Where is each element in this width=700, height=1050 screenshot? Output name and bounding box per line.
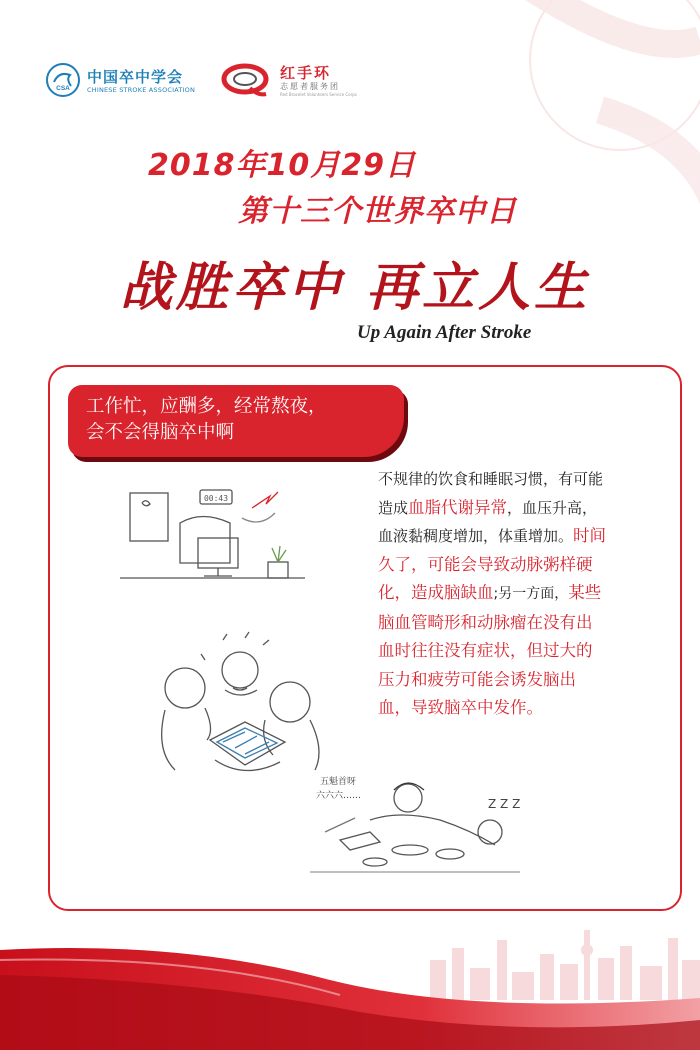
- answer-highlight: 血脂代谢异常: [408, 497, 508, 517]
- mahjong-party-illustration: [145, 630, 345, 785]
- red-bracelet-name: 红手环: [280, 64, 332, 82]
- csa-badge-text: CSA: [56, 85, 70, 92]
- event-title: 第十三个世界卒中日: [238, 194, 517, 229]
- bottom-ribbon-skyline: [0, 920, 700, 1050]
- answer-highlight: 化，造成脑缺血: [378, 583, 494, 602]
- red-bracelet-english-name: Red Bracelet Volunteers Service Corps: [280, 92, 357, 97]
- answer-text-segment: 血液黏稠度增加，体重增加。: [378, 527, 574, 545]
- red-bracelet-logo: [220, 58, 390, 102]
- answer-line: 压力和疲劳可能会诱发脑出: [378, 669, 576, 689]
- answer-line: 血时往往没有症状，但过大的: [378, 641, 593, 660]
- answer-line: [378, 579, 678, 609]
- red-bracelet-subtitle: 志愿者服务团: [280, 82, 340, 91]
- answer-highlight: 某些: [568, 583, 602, 602]
- answer-line: 久了，可能会导致动脉粥样硬: [378, 554, 593, 574]
- clock-display: 00:43: [203, 494, 229, 503]
- answer-line: [378, 522, 678, 551]
- csa-english-name: CHINESE STROKE ASSOCIATION: [87, 86, 196, 94]
- answer-text-segment: 造成: [378, 498, 409, 517]
- answer-text-segment: 不规律的饮食和睡眠习惯，有可能: [378, 470, 604, 488]
- answer-line: [378, 494, 678, 523]
- csa-emblem-icon: [45, 62, 81, 98]
- speech-text-2: 六六六……: [316, 791, 362, 801]
- speech-text-1: 五魁首呀: [320, 777, 357, 787]
- answer-line: 血，导致脑卒中发作。: [378, 698, 543, 717]
- snore-text: Z Z Z: [488, 797, 520, 811]
- answer-highlight: 时间: [573, 526, 607, 545]
- logo-bar: [45, 58, 385, 108]
- question-banner: [68, 385, 404, 457]
- answer-text-segment: ，血压升高，: [507, 498, 598, 517]
- csa-logo: [45, 58, 205, 102]
- slogan-english: Up Again After Stroke: [357, 322, 532, 343]
- answer-line: [378, 465, 678, 494]
- city-skyline-icon: [430, 930, 700, 1000]
- red-bracelet-emblem-icon: [220, 62, 270, 98]
- answer-text: [378, 465, 678, 723]
- question-line-1: 工作忙，应酬多，经常熬夜，: [86, 396, 327, 417]
- csa-name: 中国卒中学会: [87, 68, 184, 86]
- answer-line: 脑血管畸形和动脉瘤在没有出: [378, 612, 593, 632]
- answer-text-segment: ;另一方面，: [493, 586, 569, 602]
- drunk-sleeping-illustration: [310, 770, 520, 880]
- slogan: 战胜卒中 再立人生: [120, 257, 591, 318]
- event-date: 2018年10月29日: [148, 148, 416, 183]
- late-night-desk-illustration: [120, 478, 305, 588]
- question-line-2: 会不会得脑卒中啊: [86, 422, 235, 443]
